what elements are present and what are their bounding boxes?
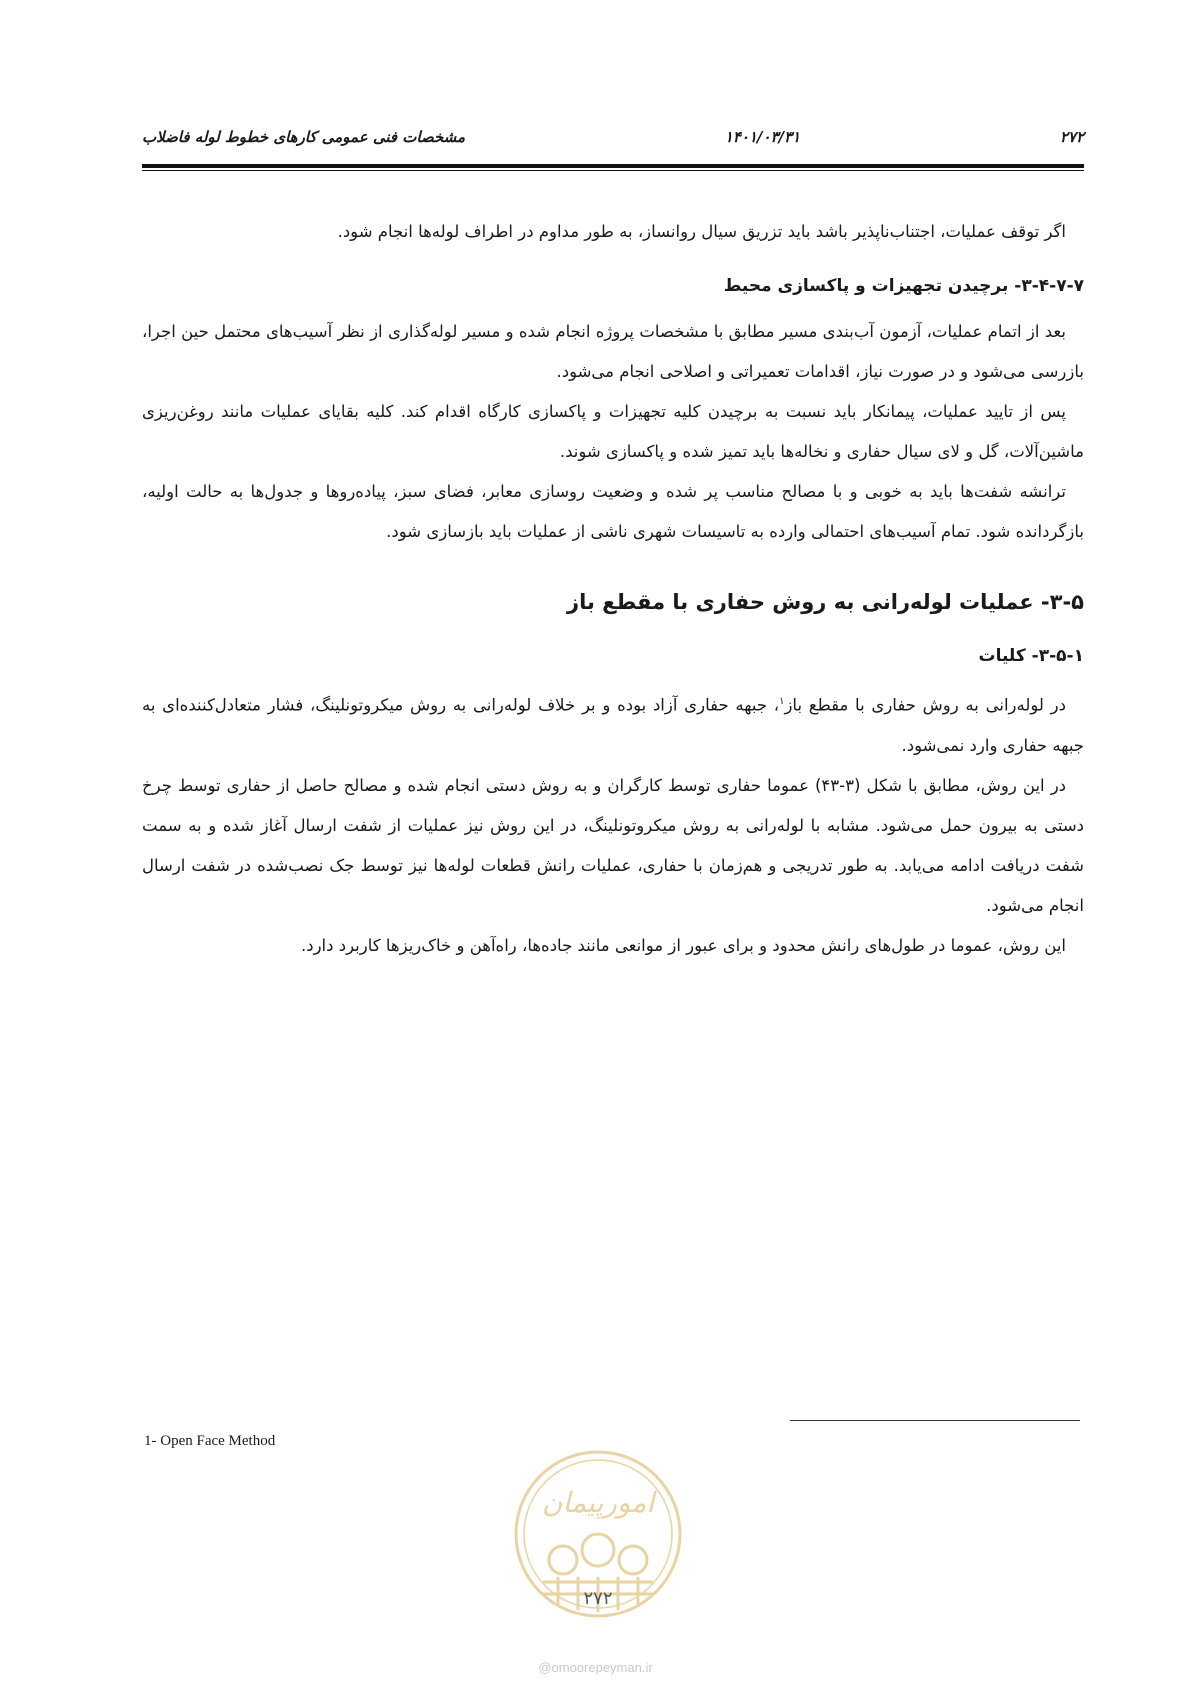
intro-paragraph: اگر توقف عملیات، اجتناب‌ناپذیر باشد باید تزریق سیال روانساز، به طور مداوم در اطراف لوله‌ها انجام شود. bbox=[337, 222, 1066, 241]
header-rule-thick bbox=[142, 164, 1084, 168]
header-rule-thin bbox=[142, 170, 1084, 171]
section-heading-3-5-1: ۳-۵-۱- کلیات bbox=[978, 646, 1084, 666]
watermark-stamp bbox=[503, 1442, 693, 1627]
header-date: ۱۴۰۱/۰۳/۳۱ bbox=[724, 128, 801, 146]
stamp-logo-text: امورپیمان bbox=[541, 1486, 655, 1519]
paragraph: ترانشه شفت‌ها باید به خوبی و با مصالح مناسب پر شده و وضعیت روسازی معابر، فضای سبز، پیاده‌روها و جدول‌ها به حالت اولیه، بازگردانده شود. تمام آسیب‌های احتمالی وارده به تاسیسات شهری ناشی از عملیات باید بازسازی شود. bbox=[142, 482, 1084, 541]
header-page-number: ۲۷۲ bbox=[1059, 128, 1084, 146]
paragraph: این روش، عموما در طول‌های رانش محدود و برای عبور از موانعی مانند جاده‌ها، راه‌آهن و خاک‌ریزها کاربرد دارد. bbox=[300, 935, 1066, 955]
website-watermark: @omoorepeyman.ir bbox=[538, 1660, 653, 1675]
footnote: 1- Open Face Method bbox=[144, 1433, 276, 1449]
paragraph-text: در لوله‌رانی به روش حفاری با مقطع باز bbox=[784, 695, 1066, 715]
paragraph: بعد از اتمام عملیات، آزمون آب‌بندی مسیر مطابق با مشخصات پروژه انجام شده و مسیر لوله‌گذاری از نظر آسیب‌های محتمل حین اجرا، بازرسی می‌شود و در صورت نیاز، اقدامات تعمیراتی و اصلاحی انجام می‌شود. bbox=[142, 322, 1084, 381]
section-heading-3-4-7-7: ۳-۴-۷-۷- برچیدن تجهیزات و پاکسازی محیط bbox=[723, 276, 1084, 296]
paragraph bbox=[142, 682, 1084, 766]
paragraph: پس از تایید عملیات، پیمانکار باید نسبت به برچیدن کلیه تجهیزات و پاکسازی کارگاه اقدام کند. کلیه بقایای عملیات مانند روغن‌ریزی ماشین‌آلات، گل و لای سیال حفاری و نخاله‌ها باید تمیز شده و پاکسازی شوند. bbox=[142, 402, 1084, 461]
section-heading-3-5: ۳-۵- عملیات لوله‌رانی به روش حفاری با مقطع باز bbox=[567, 590, 1084, 614]
stamp-page-number: ۲۷۲ bbox=[583, 1588, 613, 1609]
header-title: مشخصات فنی عمومی کارهای خطوط لوله فاضلاب bbox=[142, 128, 466, 146]
paragraph-text: ، جبهه حفاری آزاد بوده و بر خلاف لوله‌رانی به روش میکروتونلینگ، فشار متعادل‌کننده‌ای به جبهه حفاری وارد نمی‌شود. bbox=[142, 695, 1084, 755]
page-content bbox=[142, 212, 1084, 966]
footnote-separator bbox=[790, 1420, 1080, 1421]
paragraph: در این روش، مطابق با شکل (۳-۴۳) عموما حفاری توسط کارگران و به روش دستی انجام شده و مصالح حاصل از حفاری توسط چرخ دستی به بیرون حمل می‌شود. مشابه با لوله‌رانی به روش میکروتونلینگ، در این روش نیز عملیات از شفت ارسال آغاز شده و به سمت شفت دریافت ادامه می‌یابد. به طور تدریجی و هم‌زمان با حفاری، عملیات رانش قطعات لوله‌ها نیز توسط جک نصب‌شده در شفت ارسال انجام می‌شود. bbox=[142, 775, 1084, 915]
page-header bbox=[142, 120, 1084, 154]
stamp-logo-icon bbox=[503, 1442, 693, 1627]
footnote-marker: ۱ bbox=[779, 696, 785, 707]
